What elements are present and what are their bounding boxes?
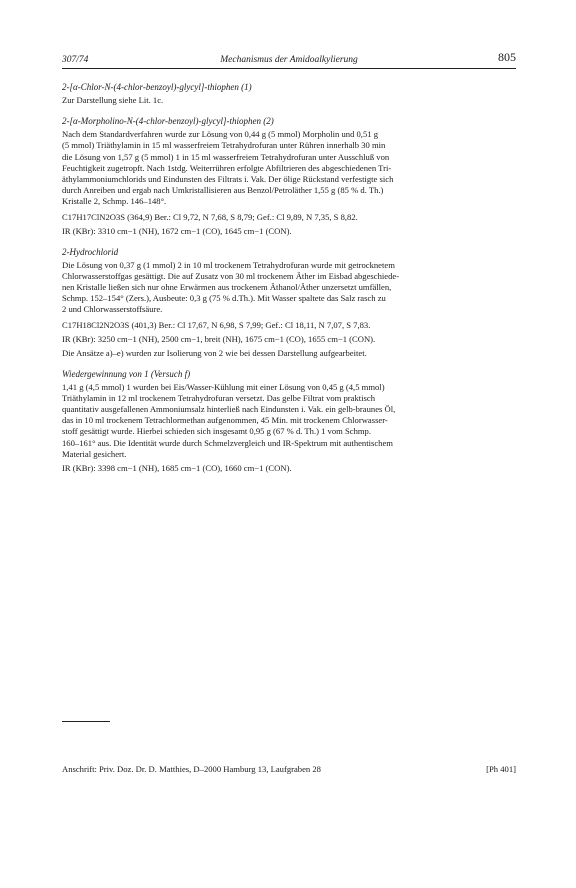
text-line: Material gesichert. (62, 448, 127, 459)
text-line: (5 mmol) Triäthylamin in 15 ml wasserfreiem Tetrahydrofuran unter Rühren innerhalb 30 min (62, 140, 386, 151)
content (62, 81, 516, 474)
paragraph (62, 382, 516, 460)
text-line: 1,41 g (4,5 mmol) 1 wurden bei Eis/Wasser-Kühlung mit einer Lösung von 0,45 g (4,5 mmol) (62, 381, 385, 392)
text-line: durch Anreiben und ergab nach Umkristallisieren aus Benzol/Petroläther 1,55 g (85 % d. Th.) (62, 185, 384, 196)
text-line: äthylammoniumchlorids und Eindunsten des Filtrats i. Vak. Der ölige Rückstand verfestigte sich (62, 174, 394, 185)
text-line: Chlorwasserstoffgas gesättigt. Die auf Zusatz von 30 ml trockenem Äther im Eisbad abgeschiede- (62, 270, 400, 281)
text-line: Nach dem Standardverfahren wurde zur Lösung von 0,44 g (5 mmol) Morpholin und 0,51 g (62, 129, 378, 140)
paragraph (62, 260, 516, 316)
text-line: die Lösung von 1,57 g (5 mmol) 1 in 15 ml wasserfreiem Tetrahydrofuran unter Ausschluß von (62, 151, 390, 162)
text-line: Zur Darstellung siehe Lit. 1c. (62, 95, 164, 105)
ir-data: IR (KBr): 3398 cm−1 (NH), 1685 cm−1 (CO), 1660 cm−1 (CON). (62, 463, 292, 474)
section-hydrochloride (62, 246, 516, 359)
footnote-rule (62, 721, 110, 722)
author-address: Anschrift: Priv. Doz. Dr. D. Matthies, D–2000 Hamburg 13, Laufgraben 28 (62, 764, 321, 774)
text-line: Triäthylamin in 12 ml trockenem Tetrahydrofuran versetzt. Das gelbe Filtrat vom praktisch (62, 392, 375, 403)
paragraph (62, 129, 516, 207)
elemental-analysis: C17H17ClN2O3S (364,9) Ber.: Cl 9,72, N 7,68, S 8,79; Gef.: Cl 9,89, N 7,35, S 8,82. (62, 211, 358, 222)
manuscript-reference: [Ph 401] (486, 764, 516, 774)
page-number: 805 (498, 50, 516, 64)
header-title: Mechanismus der Amidoalkylierung (220, 55, 358, 65)
text-line: quantitativ ausgefallenen Ammoniumsalz hinterließ nach Eindunsten i. Vak. ein gelb-braunes Öl, (62, 404, 396, 415)
page (62, 50, 516, 483)
ir-data: IR (KBr): 3250 cm−1 (NH), 2500 cm−1, breit (NH), 1675 cm−1 (CO), 1655 cm−1 (CON). (62, 333, 376, 344)
workup-note: Die Ansätze a)–e) wurden zur Isolierung von 2 wie bei dessen Darstellung aufgearbeitet. (62, 347, 367, 358)
text-line: nen Kristalle ließen sich nur ohne Erwärmen aus trockenem Äthanol/Äther unzersetzt umfällen, (62, 282, 392, 293)
section-recovery (62, 368, 516, 474)
text-line: stoff gesättigt wurde. Hierbei schieden sich insgesamt 0,95 g (67 % d. Th.) 1 vom Schmp. (62, 426, 372, 437)
text-line: Die Lösung von 0,37 g (1 mmol) 2 in 10 ml trockenem Tetrahydrofuran wurde mit getrocknetem (62, 259, 395, 270)
section-heading: 2-[α-Chlor-N-(4-chlor-benzoyl)-glycyl]-thiophen (1) (62, 82, 252, 92)
text-line: 2 und Chlorwasserstoffsäure. (62, 304, 163, 315)
section-compound-1 (62, 81, 516, 106)
section-heading: 2-[α-Morpholino-N-(4-chlor-benzoyl)-glycyl]-thiophen (2) (62, 116, 274, 127)
section-heading: 2-Hydrochlorid (62, 246, 119, 257)
running-header (62, 50, 516, 69)
text-line: Schmp. 152–154° (Zers.), Ausbeute: 0,3 g (75 % d.Th.). Mit Wasser spaltete das Salz rasch zu (62, 293, 386, 304)
text-line: 160–161° aus. Die Identität wurde durch Schmelzvergleich und IR-Spektrum mit authentischem (62, 437, 393, 448)
section-compound-2 (62, 115, 516, 236)
ir-data: IR (KBr): 3310 cm−1 (NH), 1672 cm−1 (CO), 1645 cm−1 (CON). (62, 225, 292, 236)
text-line: Feuchtigkeit zugetropft. Nach 1stdg. Weiterrühren erfolgte Abfiltrieren des abgeschiedenen Tri- (62, 162, 392, 173)
section-heading: Wiedergewinnung von 1 (Versuch f) (62, 368, 191, 379)
elemental-analysis: C17H18Cl2N2O3S (401,3) Ber.: Cl 17,67, N 6,98, S 7,99; Gef.: Cl 18,11, N 7,07, S 7,83. (62, 319, 371, 330)
footer (62, 764, 516, 774)
header-journal-ref: 307/74 (62, 55, 89, 65)
text-line: Kristalle 2, Schmp. 146–148°. (62, 196, 167, 207)
text-line: das in 10 ml trockenem Tetrachlormethan aufgenommen, 45 Min. mit trockenem Chlorwasser- (62, 415, 388, 426)
